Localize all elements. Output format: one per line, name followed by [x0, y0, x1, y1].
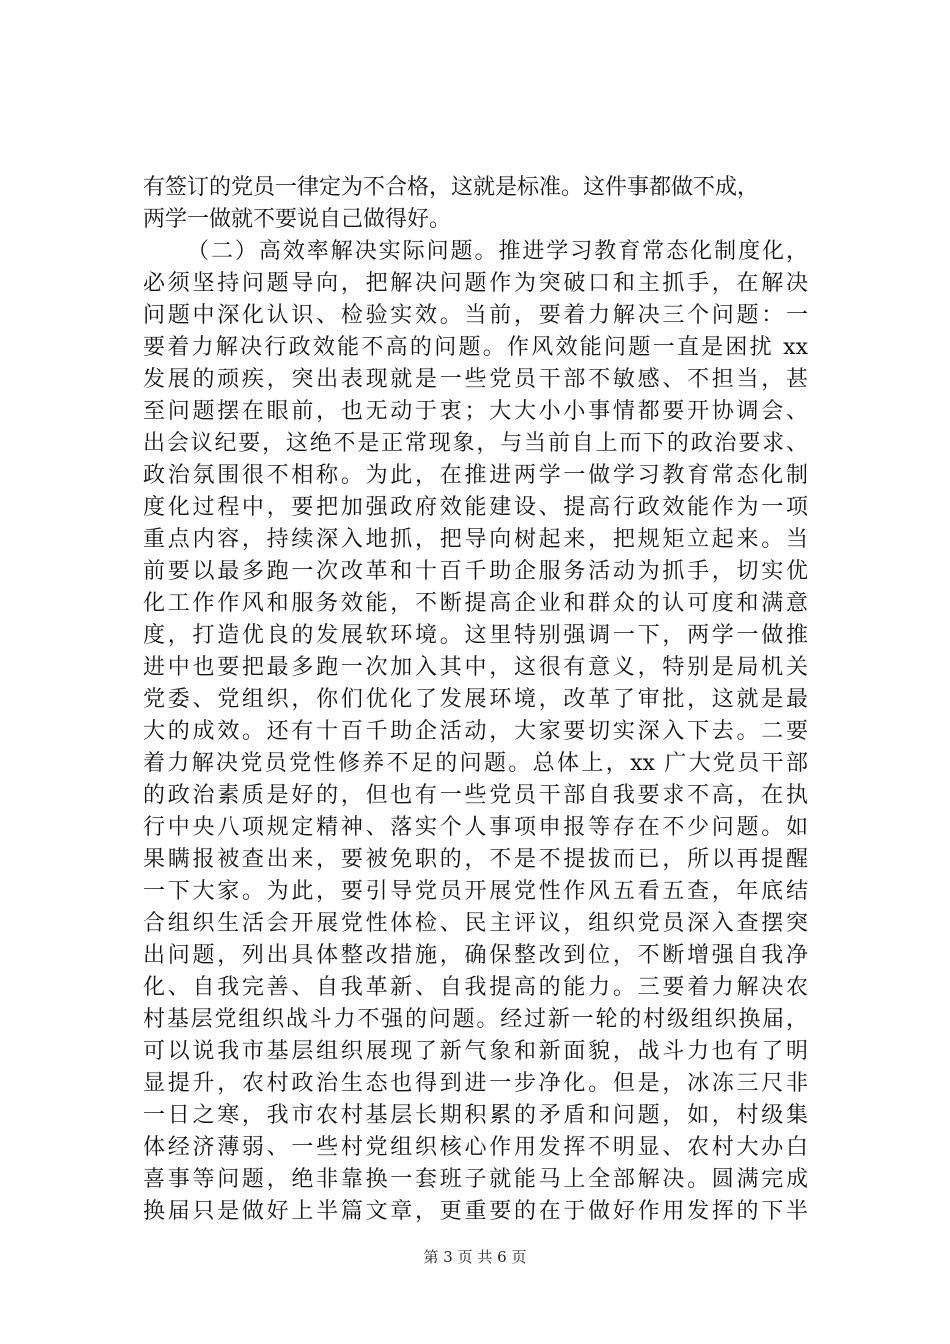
text-line: 的政治素质是好的，但也有一些党员干部自我要求不高，在执: [143, 783, 808, 808]
text-line: 进中也要把最多跑一次加入其中，这很有意义，特别是局机关: [143, 655, 808, 680]
paragraph-start-line: （二）高效率解决实际问题。推进学习教育常态化制度化，: [187, 239, 808, 264]
text-line: 问题中深化认识、检验实效。当前，要着力解决三个问题：一: [143, 303, 808, 328]
text-line: 果瞒报被查出来，要被免职的，不是不提拔而已，所以再提醒: [143, 847, 808, 872]
text-line: 村基层党组织战斗力不强的问题。经过新一轮的村级组织换届，: [143, 1007, 808, 1032]
text-line: 出会议纪要，这绝不是正常现象，与当前自上而下的政治要求、: [143, 431, 808, 456]
text-line: 必须坚持问题导向，把解决问题作为突破口和主抓手，在解决: [143, 271, 808, 296]
text-line: 度，打造优良的发展软环境。这里特别强调一下，两学一做推: [143, 623, 808, 648]
text-line: 大的成效。还有十百千助企活动，大家要切实深入下去。二要: [143, 719, 808, 744]
page-number-footer: 第 3 页 共 6 页: [423, 1248, 527, 1266]
text-line: 发展的顽疾，突出表现就是一些党员干部不敏感、不担当，甚: [143, 367, 808, 392]
text-line: 一日之寒，我市农村基层长期积累的矛盾和问题，如，村级集: [143, 1103, 808, 1128]
text-line: 显提升，农村政治生态也得到进一步净化。但是，冰冻三尺非: [143, 1071, 808, 1096]
text-line: 有签订的党员一律定为不合格，这就是标准。这件事都做不成，: [143, 175, 760, 200]
body-text: [143, 172, 808, 1228]
text-line: 一下大家。为此，要引导党员开展党性作风五看五查，年底结: [143, 879, 808, 904]
text-line: 体经济薄弱、一些村党组织核心作用发挥不明显、农村大办白: [143, 1135, 808, 1160]
text-line: 化、自我完善、自我革新、自我提高的能力。三要着力解决农: [143, 975, 808, 1000]
text-line: 重点内容，持续深入地抓，把导向树起来，把规矩立起来。当: [143, 527, 808, 552]
text-line: 政治氛围很不相称。为此，在推进两学一做学习教育常态化制: [143, 463, 808, 488]
text-line: 两学一做就不要说自己做得好。: [143, 207, 452, 232]
text-line: 党委、党组织，你们优化了发展环境，改革了审批，这就是最: [143, 687, 808, 712]
text-line: 行中央八项规定精神、落实个人事项申报等存在不少问题。如: [143, 815, 808, 840]
text-line: 喜事等问题，绝非靠换一套班子就能马上全部解决。圆满完成: [143, 1167, 808, 1192]
text-line: 着力解决党员党性修养不足的问题。总体上，xx 广大党员干部: [143, 751, 808, 776]
text-line: 化工作作风和服务效能，不断提高企业和群众的认可度和满意: [143, 591, 808, 616]
text-line: 合组织生活会开展党性体检、民主评议，组织党员深入查摆突: [143, 911, 808, 936]
text-line: 出问题，列出具体整改措施，确保整改到位，不断增强自我净: [143, 943, 808, 968]
text-line: 至问题摆在眼前，也无动于衷；大大小小事情都要开协调会、: [143, 399, 808, 424]
text-line: 要着力解决行政效能不高的问题。作风效能问题一直是困扰 xx: [143, 335, 808, 360]
text-line: 度化过程中，要把加强政府效能建设、提高行政效能作为一项: [143, 495, 808, 520]
text-line: 可以说我市基层组织展现了新气象和新面貌，战斗力也有了明: [143, 1039, 808, 1064]
text-line: 换届只是做好上半篇文章，更重要的在于做好作用发挥的下半: [143, 1199, 808, 1224]
text-line: 前要以最多跑一次改革和十百千助企服务活动为抓手，切实优: [143, 559, 808, 584]
